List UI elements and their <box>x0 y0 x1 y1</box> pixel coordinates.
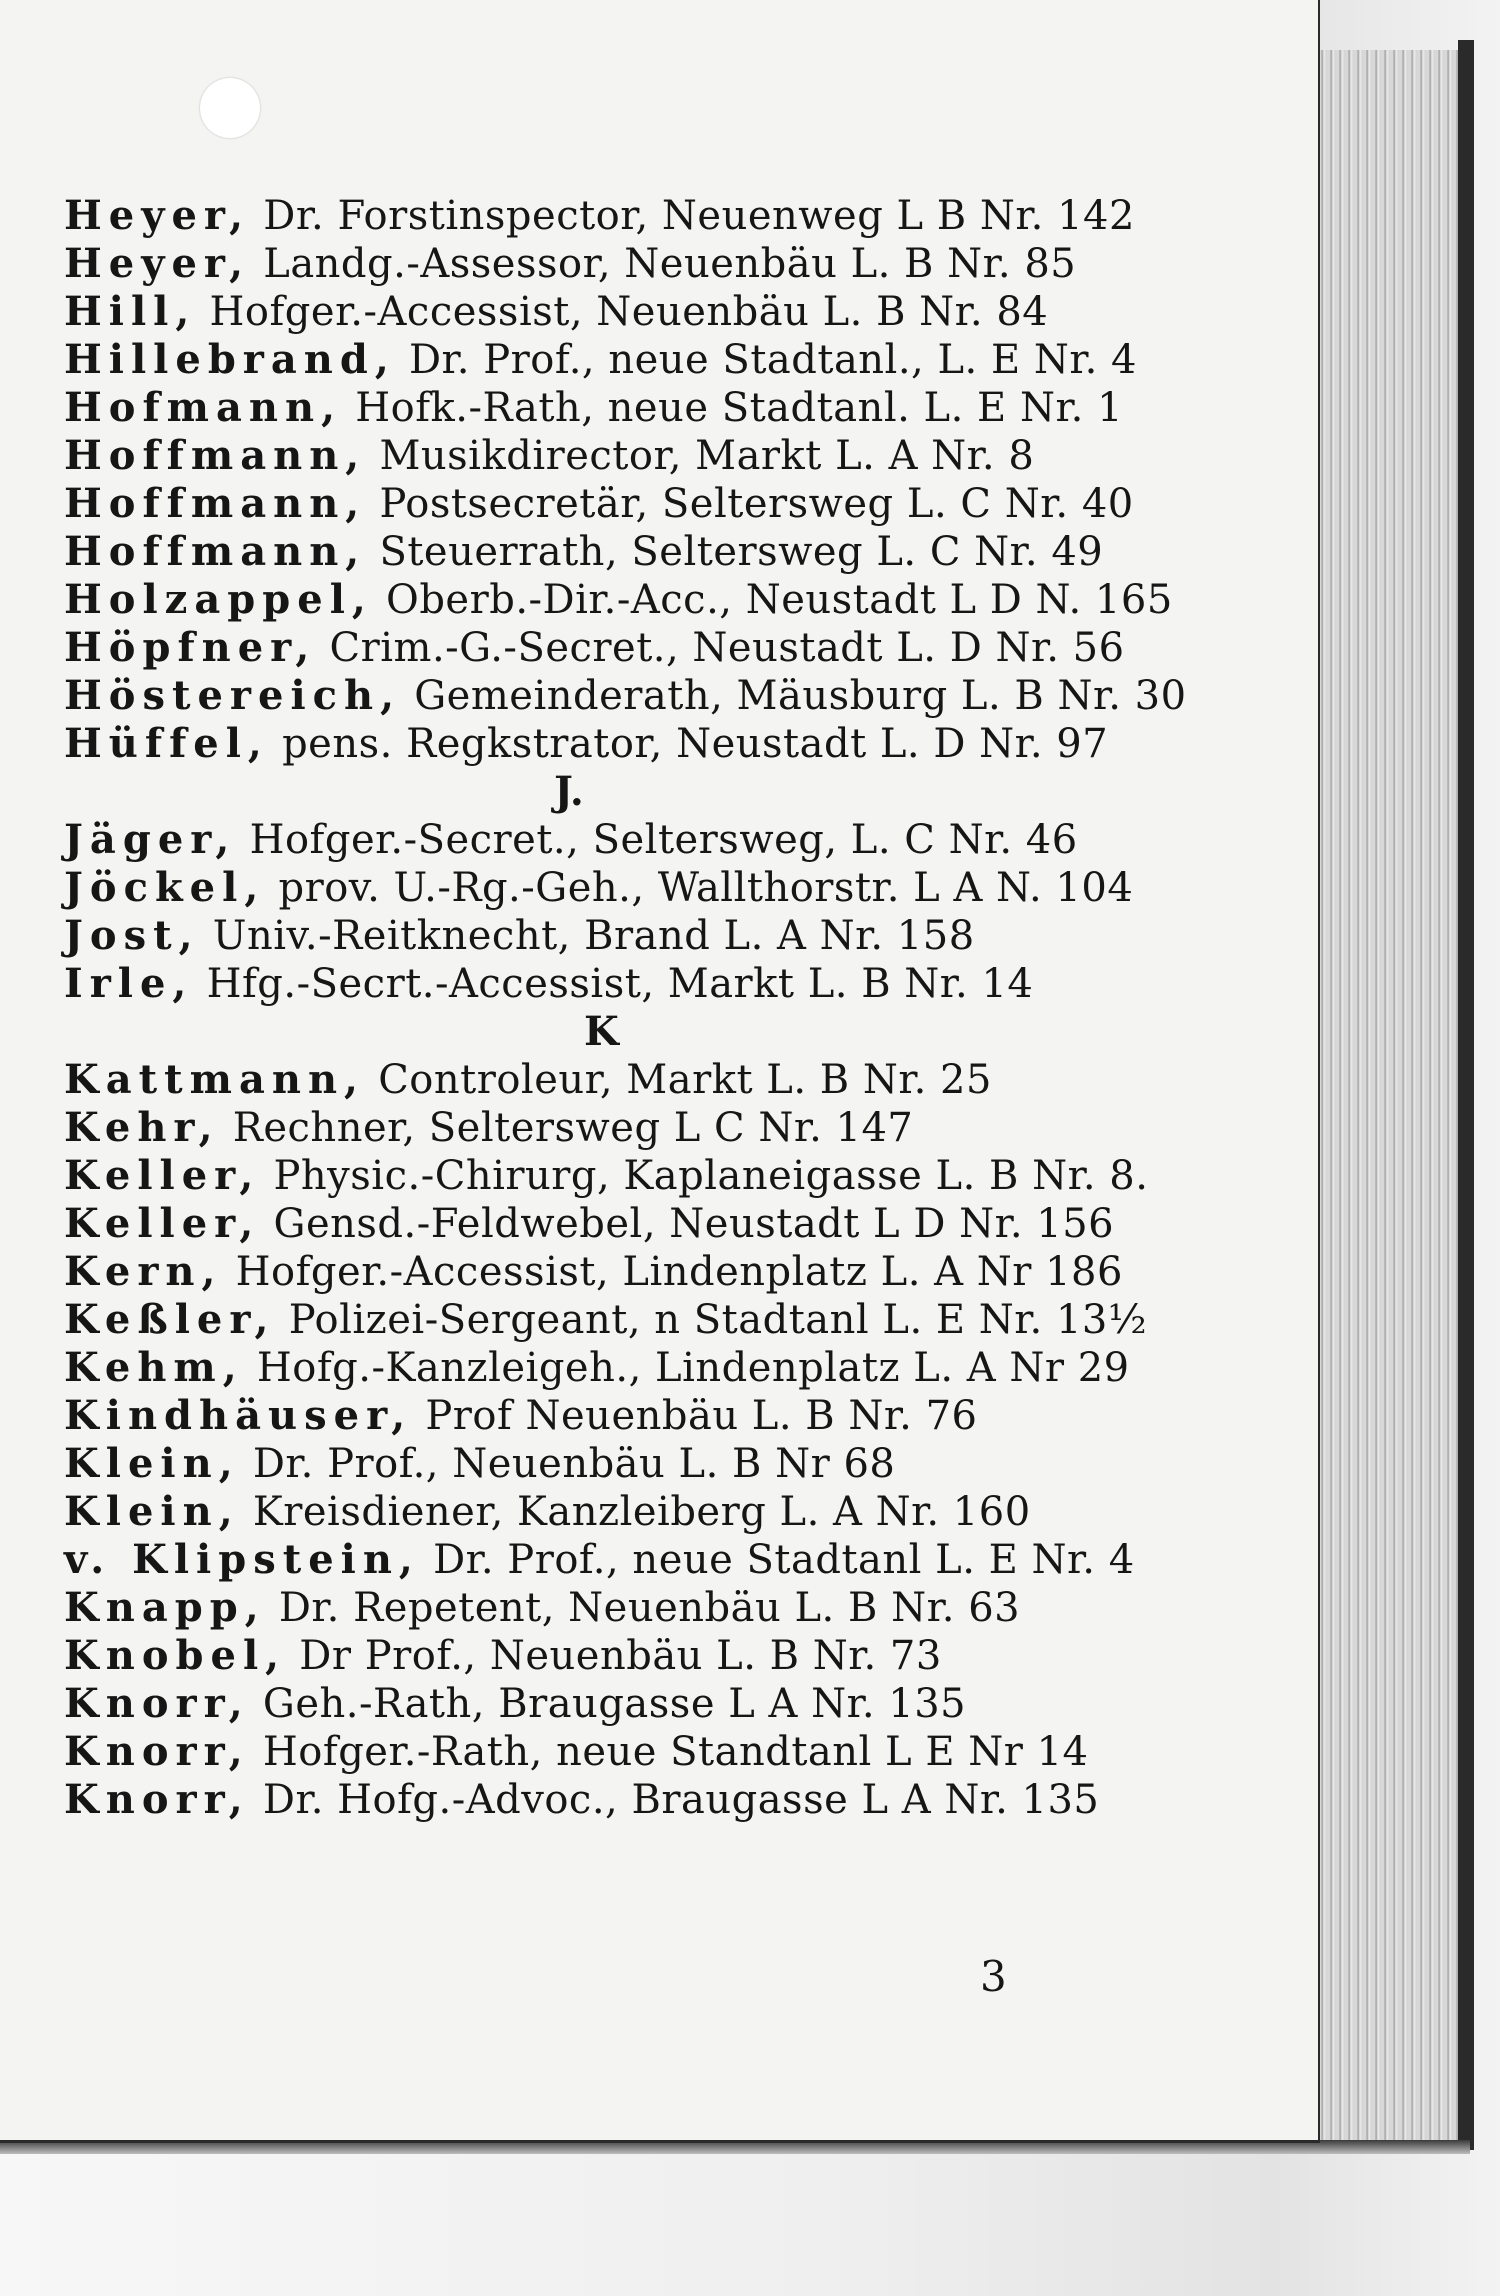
entry-details: Crim.-G.-Secret., Neustadt L. D Nr. 56 <box>329 625 1125 671</box>
entry-name: Kattmann, <box>64 1056 365 1103</box>
entry-details: Landg.-Assessor, Neuenbäu L. B Nr. 85 <box>263 241 1077 287</box>
directory-entry <box>64 1584 1164 1632</box>
entry-details: Musikdirector, Markt L. A Nr. 8 <box>379 433 1035 479</box>
entry-name: Hillebrand, <box>64 336 396 383</box>
entry-details: Dr. Prof., Neuenbäu L. B Nr 68 <box>252 1441 896 1487</box>
directory-entry <box>64 1680 1164 1728</box>
entry-details: Dr. Hofg.-Advoc., Braugasse L A Nr. 135 <box>262 1777 1100 1823</box>
entry-details: prov. U.-Rg.-Geh., Wallthorstr. L A N. 104 <box>278 865 1134 911</box>
directory-entry <box>64 1440 1164 1488</box>
entry-name: Hüffel, <box>64 720 269 767</box>
directory-entry <box>64 1632 1164 1680</box>
entry-details: Gemeinderath, Mäusburg L. B Nr. 30 <box>414 673 1187 719</box>
entry-name: Jäger, <box>64 816 237 863</box>
directory-entry <box>64 1392 1164 1440</box>
entry-name: Kehm, <box>64 1344 244 1391</box>
entry-name: Hill, <box>64 288 197 335</box>
entry-name: Hoffmann, <box>64 528 367 575</box>
directory-entry <box>64 480 1164 528</box>
directory-entry <box>64 1536 1164 1584</box>
section-h <box>64 192 1187 768</box>
entry-name: Kern, <box>64 1248 223 1295</box>
entry-details: Physic.-Chirurg, Kaplaneigasse L. B Nr. 8. <box>273 1153 1149 1199</box>
entry-details: Hofger.-Secret., Seltersweg, L. C Nr. 46 <box>249 817 1078 863</box>
directory-entry <box>64 1248 1164 1296</box>
directory-entry <box>64 960 1164 1008</box>
directory-entry <box>64 1152 1164 1200</box>
directory-entry <box>64 1056 1164 1104</box>
entry-name: Keßler, <box>64 1296 276 1343</box>
directory-entry <box>64 1104 1164 1152</box>
entry-details: pens. Regkstrator, Neustadt L. D Nr. 97 <box>282 721 1109 767</box>
directory-entry <box>64 912 1164 960</box>
page-number: 3 <box>980 1952 1007 2001</box>
entry-name: Hoffmann, <box>64 480 367 527</box>
entry-details: Prof Neuenbäu L. B Nr. 76 <box>425 1393 978 1439</box>
entry-details: Hofger.-Rath, neue Standtanl L E Nr 14 <box>262 1729 1089 1775</box>
directory-entry <box>64 576 1173 624</box>
directory-entry <box>64 1344 1164 1392</box>
directory-entry <box>64 1776 1164 1824</box>
entry-details: Hofg.-Kanzleigeh., Lindenplatz L. A Nr 29 <box>256 1345 1130 1391</box>
entry-name: Hoffmann, <box>64 432 367 479</box>
directory-entry <box>64 720 1164 768</box>
directory-entry <box>64 1728 1164 1776</box>
entry-name: Heyer, <box>64 192 251 239</box>
entry-name: Klein, <box>64 1440 240 1487</box>
entry-details: Polizei-Sergeant, n Stadtanl L. E Nr. 13½ <box>288 1297 1148 1343</box>
entry-name: Knapp, <box>64 1584 266 1631</box>
entry-details: Hofger.-Accessist, Neuenbäu L. B Nr. 84 <box>209 289 1049 335</box>
entry-name: Höstereich, <box>64 672 401 719</box>
entry-name: Jost, <box>64 912 200 959</box>
directory-entry <box>64 672 1187 720</box>
section-j <box>64 768 1164 1008</box>
entry-details: Hfg.-Secrt.-Accessist, Markt L. B Nr. 14 <box>206 961 1034 1007</box>
entry-name: Hofmann, <box>64 384 343 431</box>
entry-name: Höpfner, <box>64 624 317 671</box>
entry-details: Rechner, Seltersweg L C Nr. 147 <box>232 1105 914 1151</box>
entry-name: Jöckel, <box>64 864 266 911</box>
entry-name: Knorr, <box>64 1776 250 1823</box>
directory-entry <box>64 1200 1164 1248</box>
directory-entry <box>64 1488 1164 1536</box>
entry-details: Dr. Forstinspector, Neuenweg L B Nr. 142 <box>263 193 1135 239</box>
section-heading: J. <box>554 768 584 815</box>
entry-name: Knorr, <box>64 1728 250 1775</box>
directory-entry <box>64 432 1164 480</box>
entry-details: Hofk.-Rath, neue Stadtanl. L. E Nr. 1 <box>355 385 1124 431</box>
entry-name: Klein, <box>64 1488 240 1535</box>
book-edge-shadow <box>1458 40 1474 2150</box>
entry-details: Controleur, Markt L. B Nr. 25 <box>378 1057 992 1103</box>
entry-name: Irle, <box>64 960 194 1007</box>
entry-details: Dr. Repetent, Neuenbäu L. B Nr. 63 <box>278 1585 1021 1631</box>
entry-details: Oberb.-Dir.-Acc., Neustadt L D N. 165 <box>386 577 1173 623</box>
entry-details: Gensd.-Feldwebel, Neustadt L D Nr. 156 <box>273 1201 1115 1247</box>
entry-name: Holzappel, <box>64 576 373 623</box>
entry-details: Univ.-Reitknecht, Brand L. A Nr. 158 <box>212 913 975 959</box>
directory-entry <box>64 816 1164 864</box>
directory-entry <box>64 528 1164 576</box>
entry-name: Knobel, <box>64 1632 287 1679</box>
directory-list <box>64 192 1187 1824</box>
entry-details: Dr. Prof., neue Stadtanl L. E Nr. 4 <box>433 1537 1135 1583</box>
entry-name: Keller, <box>64 1200 261 1247</box>
entry-name: Knorr, <box>64 1680 250 1727</box>
directory-entry <box>64 864 1164 912</box>
book-page-edges <box>1318 50 1468 2150</box>
entry-details: Dr. Prof., neue Stadtanl., L. E Nr. 4 <box>408 337 1137 383</box>
entry-details: Dr Prof., Neuenbäu L. B Nr. 73 <box>299 1633 942 1679</box>
entry-name: Keller, <box>64 1152 261 1199</box>
entry-details: Geh.-Rath, Braugasse L A Nr. 135 <box>262 1681 967 1727</box>
directory-entry <box>64 240 1164 288</box>
entry-name: Kindhäuser, <box>64 1392 413 1439</box>
directory-entry <box>64 192 1164 240</box>
punch-hole <box>200 78 260 138</box>
entry-details: Hofger.-Accessist, Lindenplatz L. A Nr 186 <box>235 1249 1123 1295</box>
directory-entry <box>64 384 1164 432</box>
entry-name: v. Klipstein, <box>64 1536 420 1583</box>
directory-entry <box>64 336 1164 384</box>
entry-details: Postsecretär, Seltersweg L. C Nr. 40 <box>379 481 1134 527</box>
entry-name: Heyer, <box>64 240 251 287</box>
directory-entry <box>64 1296 1164 1344</box>
directory-entry <box>64 624 1164 672</box>
section-k <box>64 1008 1164 1824</box>
entry-details: Steuerrath, Seltersweg L. C Nr. 49 <box>379 529 1104 575</box>
directory-entry <box>64 288 1164 336</box>
entry-details: Kreisdiener, Kanzleiberg L. A Nr. 160 <box>252 1489 1031 1535</box>
entry-name: Kehr, <box>64 1104 220 1151</box>
section-heading: K <box>584 1008 619 1055</box>
